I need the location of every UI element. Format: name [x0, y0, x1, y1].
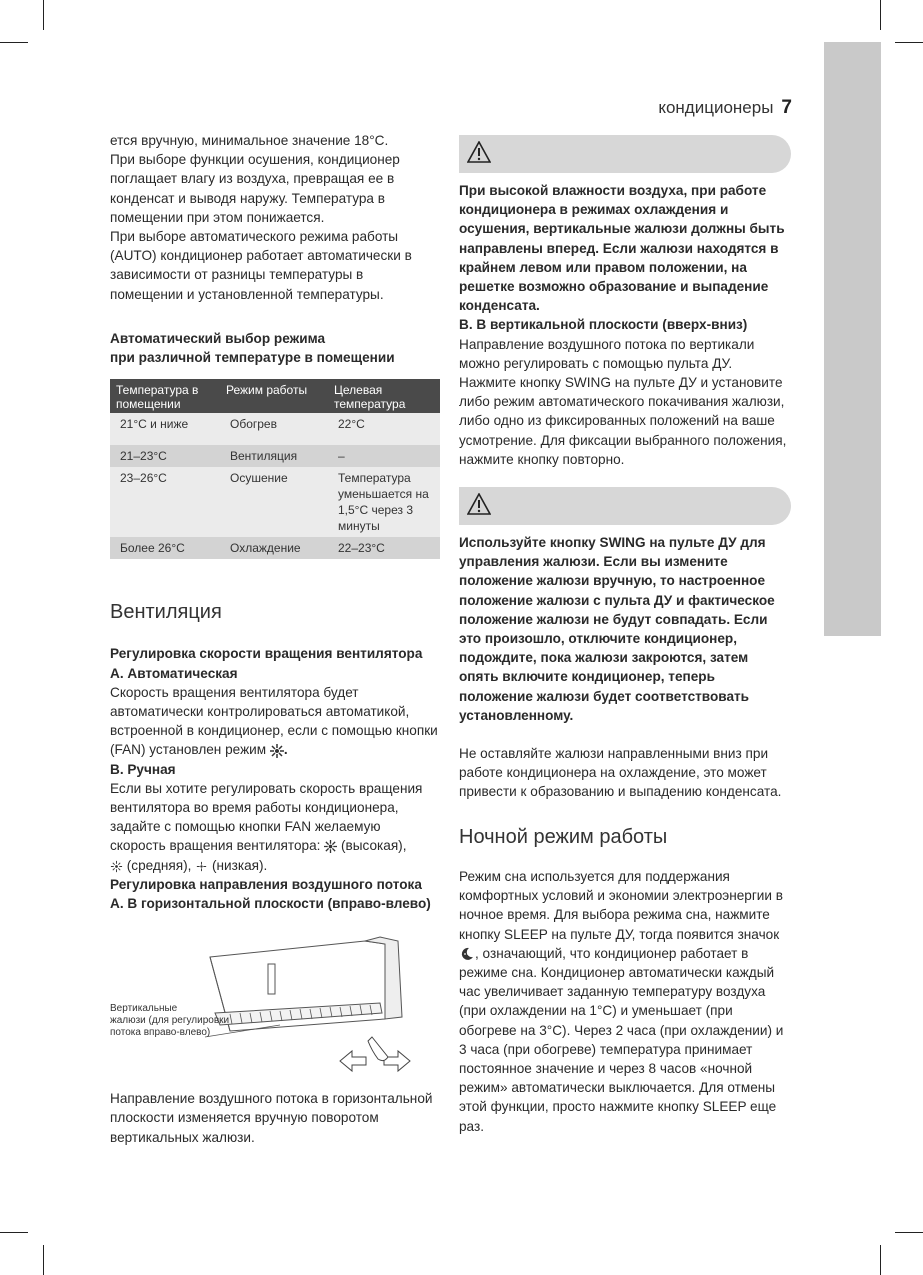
- right-column: [459, 131, 791, 1136]
- table-cell: 22°C: [328, 413, 440, 445]
- figure-caption: [110, 1003, 229, 1039]
- paragraph: Направление воздушного потока по вертикали можно регулировать с помощью пульта ДУ. Нажмите кнопку SWING на пульте ДУ и установите либо режим автоматического покачивания жалюзи, либо одно из фиксированных положений на ваше усмотрение. Для фиксации выбранного положения, нажмите кнопку повторно.: [459, 336, 787, 467]
- table-header-row: [110, 379, 440, 413]
- section-heading-night-mode: Ночной режим работы: [459, 825, 668, 848]
- sleep-icon: [459, 946, 475, 962]
- table-title-1: Автоматический выбор режима: [110, 330, 326, 346]
- table-cell: Осушение: [220, 467, 328, 537]
- paragraph: Направление воздушного потока в горизонтальной плоскости изменяется вручную поворотом вертикальных жалюзи.: [110, 1091, 433, 1145]
- warning-triangle-icon: [467, 141, 491, 163]
- header-title: кондиционеры: [658, 98, 774, 117]
- mode-table: [110, 379, 440, 559]
- subheading: Регулировка скорости вращения вентилятора: [110, 646, 423, 662]
- table-cell: 22–23°C: [328, 537, 440, 559]
- paragraph: ется вручную, минимальное значение 18°C.: [110, 133, 389, 148]
- caption-line: потока вправо-влево): [110, 1027, 211, 1039]
- crop-mark: [43, 1245, 44, 1275]
- ac-louver-figure: [110, 919, 440, 1079]
- paragraph: Не оставляйте жалюзи направленными вниз при работе кондиционера на охлаждение, это может привести к образованию и выпадению конденсата.: [459, 746, 782, 800]
- table-cell: 21°C и ниже: [110, 413, 220, 445]
- subheading: A. В горизонтальной плоскости (вправо-влево): [110, 896, 431, 912]
- table-cell: Обогрев: [220, 413, 328, 445]
- warning-text: Используйте кнопку SWING на пульте ДУ для управления жалюзи. Если вы измените положение жалюзи вручную, то настроенное положение жалюзи с пульта ДУ и фактическое положение жалюзи не будут совпадать. Если это произошло, отключите кондиционер, подождите, пока жалюзи закроются, затем опять включите кондиционер, теперь положение жалюзи будет соответствовать установленному.: [459, 535, 775, 723]
- high-label: (высокая),: [340, 838, 407, 854]
- table-header: Целевая температура: [328, 379, 440, 413]
- fan-low-icon: [195, 860, 208, 873]
- subheading: A. Автоматическая: [110, 665, 238, 681]
- paragraph: [459, 867, 791, 1136]
- caption-line: Вертикальные: [110, 1003, 178, 1015]
- page-header: [658, 97, 792, 119]
- subheading: Регулировка направления воздушного потока: [110, 876, 422, 892]
- manual-text: Если вы хотите регулировать скорость вращения вентилятора во время работы кондиционера, задайте с помощью кнопки FAN желаемую скорость вращения вентилятора:: [110, 780, 423, 854]
- table-cell: Температура уменьшается на 1,5°C через 3 минуты: [328, 467, 440, 537]
- crop-mark: [0, 42, 28, 43]
- left-column: [110, 131, 440, 1147]
- table-cell: Охлаждение: [220, 537, 328, 559]
- night-text-cont: , означающий, что кондиционер работает в режиме сна. Кондиционер автоматически каждый час увеличивает заданную температуру воздуха (при охлаждении на 1°C) и уменьшает (при обогреве на 3°C). Через 2 часа (при охлаждении) и 3 часа (при обогреве) температура принимает постоянное значение и через 8 часов «ночной режим» автоматически выключается. Для отмены этой функции, просто нажмите кнопку SLEEP еще раз.: [459, 945, 784, 1134]
- side-tab: [824, 42, 881, 636]
- paragraph: При выборе функции осушения, кондиционер поглащает влагу из воздуха, превращая ее в конденсат и выводя наружу. Температура в помещении при этом понижается.: [110, 152, 400, 225]
- crop-mark: [0, 1232, 28, 1233]
- crop-mark: [895, 42, 923, 43]
- fan-medium-icon: [110, 860, 123, 873]
- table-cell: 21–23°C: [110, 445, 220, 467]
- paragraph: При выборе автоматического режима работы (AUTO) кондиционер работает автоматически в зависимости от разницы температуры в помещении и установленной температуры.: [110, 229, 412, 302]
- crop-mark: [880, 0, 881, 30]
- table-cell: Более 26°C: [110, 537, 220, 559]
- subheading: B. Ручная: [110, 761, 176, 777]
- warning-text: При высокой влажности воздуха, при работе кондиционера в режимах охлаждения и осушения, вертикальные жалюзи должны быть направлены вперед. Если жалюзи находятся в крайнем левом или правом положении, на решетке возможно образование и выпадение конденсата.: [459, 183, 785, 314]
- table-row: [110, 445, 440, 467]
- fan-high-icon: [324, 840, 337, 853]
- caption-line: жалюзи (для регулировки: [110, 1015, 230, 1027]
- subheading: B. В вертикальной плоскости (вверх-вниз): [459, 317, 748, 333]
- medium-label: (средняя),: [126, 857, 192, 873]
- table-cell: –: [328, 445, 440, 467]
- table-header: Температура в помещении: [110, 379, 220, 413]
- crop-mark: [43, 0, 44, 30]
- table-row: [110, 537, 440, 559]
- warning-banner: [459, 135, 791, 173]
- night-text: Режим сна используется для поддержания комфортных условий и экономии электроэнергии в ночное время. Для выбора режима сна, нажмите кнопку SLEEP на пульте ДУ, тогда появится значок: [459, 868, 783, 942]
- warning-triangle-icon: [467, 493, 491, 515]
- table-row: [110, 413, 440, 445]
- table-cell: 23–26°C: [110, 467, 220, 537]
- table-header: Режим работы: [220, 379, 328, 413]
- table-row: [110, 467, 440, 537]
- low-label: (низкая).: [211, 857, 268, 873]
- page-number: 7: [781, 97, 792, 118]
- warning-banner: [459, 487, 791, 525]
- auto-text: Скорость вращения вентилятора будет автоматически контролироваться автоматикой, встроенной в кондиционер, если с помощью кнопки (FAN) установлен режим: [110, 684, 438, 758]
- section-heading-ventilation: Вентиляция: [110, 601, 222, 624]
- table-title-2: при различной температуре в помещении: [110, 350, 395, 366]
- table-cell: Вентиляция: [220, 445, 328, 467]
- fan-auto-icon: [270, 744, 284, 758]
- paragraph: Скорость вращения вентилятора будет автоматически контролироваться автоматикой, встроенной в кондиционер, если с помощью кнопки (FAN) установлен режим .: [110, 684, 438, 758]
- paragraph: [110, 779, 440, 875]
- ac-unit-illustration: [110, 919, 440, 1079]
- crop-mark: [895, 1232, 923, 1233]
- crop-mark: [880, 1245, 881, 1275]
